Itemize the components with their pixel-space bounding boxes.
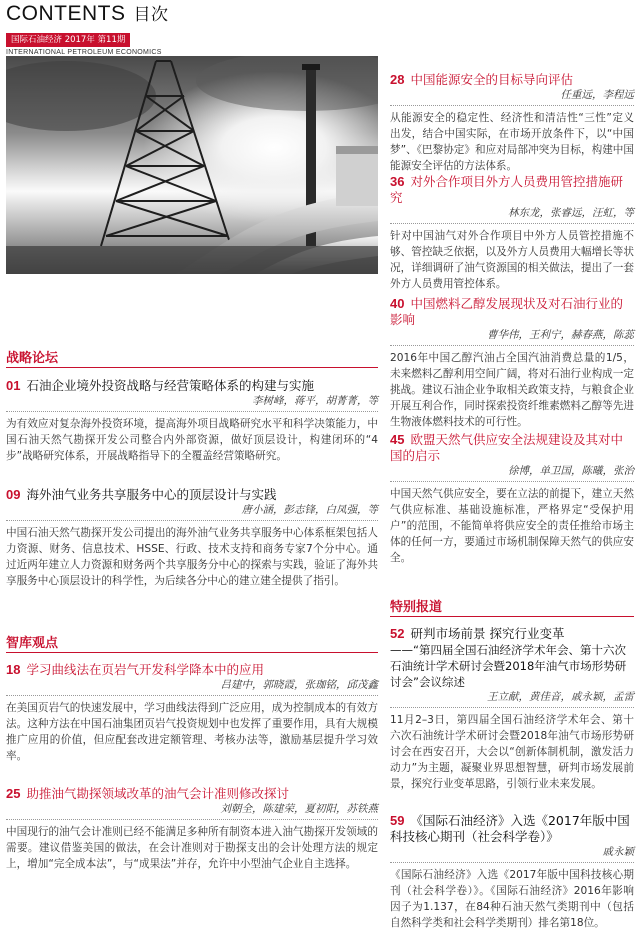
dotted-rule <box>390 105 634 106</box>
article-abstract: 中国现行的油气会计准则已经不能满足多种所有制资本进入油气勘探开发领域的需要。建议借鉴美国的做法，在会计准则对于勘探支出的会计处理方法的规定上，增加“完全成本法”，与“成果法”并存，允许中小型油气企业自主选择。 <box>6 826 378 870</box>
article-title[interactable]: 中国燃料乙醇发展现状及对石油行业的影响 <box>390 296 623 327</box>
article-authors: 吕建中，郭晓霞，张珈铭，邱茂鑫 <box>220 679 378 691</box>
article-title[interactable]: 对外合作项目外方人员费用管控措施研究 <box>390 174 623 205</box>
article-36 <box>390 174 634 292</box>
article-authors: 唐小涵，彭志锋，白凤强，等 <box>241 504 378 516</box>
article-authors: 林东龙，张睿远，汪虹，等 <box>508 207 634 219</box>
article-page-number: 36 <box>390 174 405 189</box>
article-01 <box>6 378 378 464</box>
article-18 <box>6 662 378 764</box>
cover-photo-oil-derrick <box>6 56 378 274</box>
article-title[interactable]: 《国际石油经济》入选《2017年版中国科技核心期刊（社会科学卷）》 <box>390 813 630 844</box>
section-title-special-report: 特别报道 <box>390 600 443 615</box>
article-abstract: 从能源安全的稳定性、经济性和清洁性“三性”定义出发，结合中国实际，在市场开放条件下，以“中国梦”、《巴黎协定》和应对局部冲突为目标，构建中国能源安全评估的方法体系。 <box>390 112 634 172</box>
article-25 <box>6 786 378 872</box>
article-abstract: 11月2–3日，第四届全国石油经济学术年会、第十六次石油统计学术研讨会暨2018年油气市场形势研讨会在西安召开，大会以“创新体制机制，激发活力动力”为主题，凝聚业界思想智慧，研判市场发展前景，探究行业变革思路，引领行业未来发展。 <box>390 714 634 790</box>
article-09 <box>6 487 378 589</box>
article-abstract: 为有效应对复杂海外投资环境，提高海外项目战略研究水平和科学决策能力，中国石油天然气勘探开发公司整合内外部资源，做好顶层设计，构建闭环的“4步”战略研究体系，开展战略指导下的全覆盖经营策略研究。 <box>6 418 378 462</box>
article-page-number: 45 <box>390 432 405 447</box>
dotted-rule <box>6 695 378 696</box>
dotted-rule <box>390 862 634 863</box>
article-authors: 徐博，单卫国，陈曦，张治 <box>508 465 634 477</box>
article-abstract: 在美国页岩气的快速发展中，学习曲线法得到广泛应用，成为控制成本的有效方法。这种方法在中国石油集团页岩气投资规划中也发挥了重要作用，具有大规模推广应用的价值，但应配套改进定额管理、考核办法等，激励基层提升学习效率。 <box>6 702 378 762</box>
article-page-number: 40 <box>390 296 405 311</box>
article-title[interactable]: 助推油气勘探领域改革的油气会计准则修改探讨 <box>26 786 289 801</box>
dotted-rule <box>6 411 378 412</box>
dotted-rule <box>390 345 634 346</box>
article-page-number: 09 <box>6 487 21 502</box>
section-divider <box>6 652 378 653</box>
contents-heading <box>6 2 306 27</box>
article-abstract: 中国石油天然气勘探开发公司提出的海外油气业务共享服务中心体系框架包括人力资源、财务、信息技术、HSSE、行政、技术支持和商务专家7个分中心。通过近两年建立人力资源和财务两个共享服务分中心的探索与实践，验证了海外共享服务中心顶层设计的科学性，为后续各分中心的建立建全提供了指引。 <box>6 527 378 587</box>
section-title-think-tank: 智库观点 <box>6 636 59 651</box>
article-page-number: 01 <box>6 378 21 393</box>
article-abstract: 针对中国油气对外合作项目中外方人员管控措施不够、管控缺乏依据，以及外方人员费用大幅增长等状况，详细调研了油气资源国的相关做法，提出了一套外方人员费用管控体系。 <box>390 230 634 290</box>
masthead <box>6 2 306 56</box>
article-abstract: 《国际石油经济》入选《2017年版中国科技核心期刊（社会科学卷）》。《国际石油经济》2016年影响因子为1.137，在84种石油天然气类期刊中（包括自然科学类和社会科学类期刊）排名第18位。 <box>390 869 634 929</box>
article-authors: 戚永颖 <box>602 846 634 858</box>
article-authors: 刘朝全，陈建荣，夏初阳，苏铁燕 <box>220 803 378 815</box>
journal-name-en: INTERNATIONAL PETROLEUM ECONOMICS <box>6 49 162 56</box>
section-divider <box>6 367 378 368</box>
article-40 <box>390 296 634 430</box>
article-59 <box>390 813 634 931</box>
article-page-number: 28 <box>390 72 405 87</box>
dotted-rule <box>390 481 634 482</box>
section-title-strategy-forum: 战略论坛 <box>6 351 59 366</box>
article-title[interactable]: 中国能源安全的目标导向评估 <box>410 72 573 87</box>
contents-cn: 目次 <box>133 5 169 25</box>
issue-badge: 国际石油经济 2017年 第11期 <box>6 33 130 47</box>
section-divider <box>390 616 634 617</box>
dotted-rule <box>6 520 378 521</box>
article-title[interactable]: 欧盟天然气供应安全法规建设及其对中国的启示 <box>390 432 623 463</box>
article-abstract: 中国天然气供应安全，要在立法的前提下，建立天然气供应标准、基础设施标准，严格界定“受保护用户”的范围，不能简单将供应安全的责任推给市场主体的任何一方，要通过市场机制保障天然气的供应安全。 <box>390 488 634 564</box>
contents-en: CONTENTS <box>6 2 126 25</box>
article-title[interactable]: 学习曲线法在页岩气开发科学降本中的应用 <box>26 662 264 677</box>
article-52 <box>390 626 634 792</box>
article-page-number: 18 <box>6 662 21 677</box>
article-page-number: 25 <box>6 786 21 801</box>
article-subtitle: ——“第四届全国石油经济学术年会、第十六次石油统计学术研讨会暨2018年油气市场形势研讨会”会议综述 <box>390 643 627 689</box>
article-title[interactable]: 研判市场前景 探究行业变革 <box>410 626 565 641</box>
article-abstract: 2016年中国乙醇汽油占全国汽油消费总量的1/5，未来燃料乙醇利用空间广阔，将对石油行业构成一定挑战。建议石油企业争取相关政策支持，与粮食企业开展互利合作，同时探索投资纤维素燃料乙醇等先进生物液体燃料技术的可行性。 <box>390 352 634 428</box>
article-authors: 李树峰，蒋平，胡菁菁，等 <box>252 395 378 407</box>
dotted-rule <box>390 223 634 224</box>
article-authors: 任重远，李程远 <box>560 89 634 101</box>
article-authors: 王立献，黄佳音，戚永颖，孟雷 <box>487 691 634 703</box>
article-authors: 曹华伟，王利宁，赫春燕，陈蕊 <box>487 329 634 341</box>
article-page-number: 59 <box>390 813 405 828</box>
article-45 <box>390 432 634 566</box>
article-title[interactable]: 海外油气业务共享服务中心的顶层设计与实践 <box>26 487 277 502</box>
dotted-rule <box>390 707 634 708</box>
article-page-number: 52 <box>390 626 405 641</box>
oil-derrick-illustration <box>6 56 378 274</box>
article-28 <box>390 72 634 174</box>
article-title[interactable]: 石油企业境外投资战略与经营策略体系的构建与实施 <box>26 378 314 393</box>
dotted-rule <box>6 819 378 820</box>
